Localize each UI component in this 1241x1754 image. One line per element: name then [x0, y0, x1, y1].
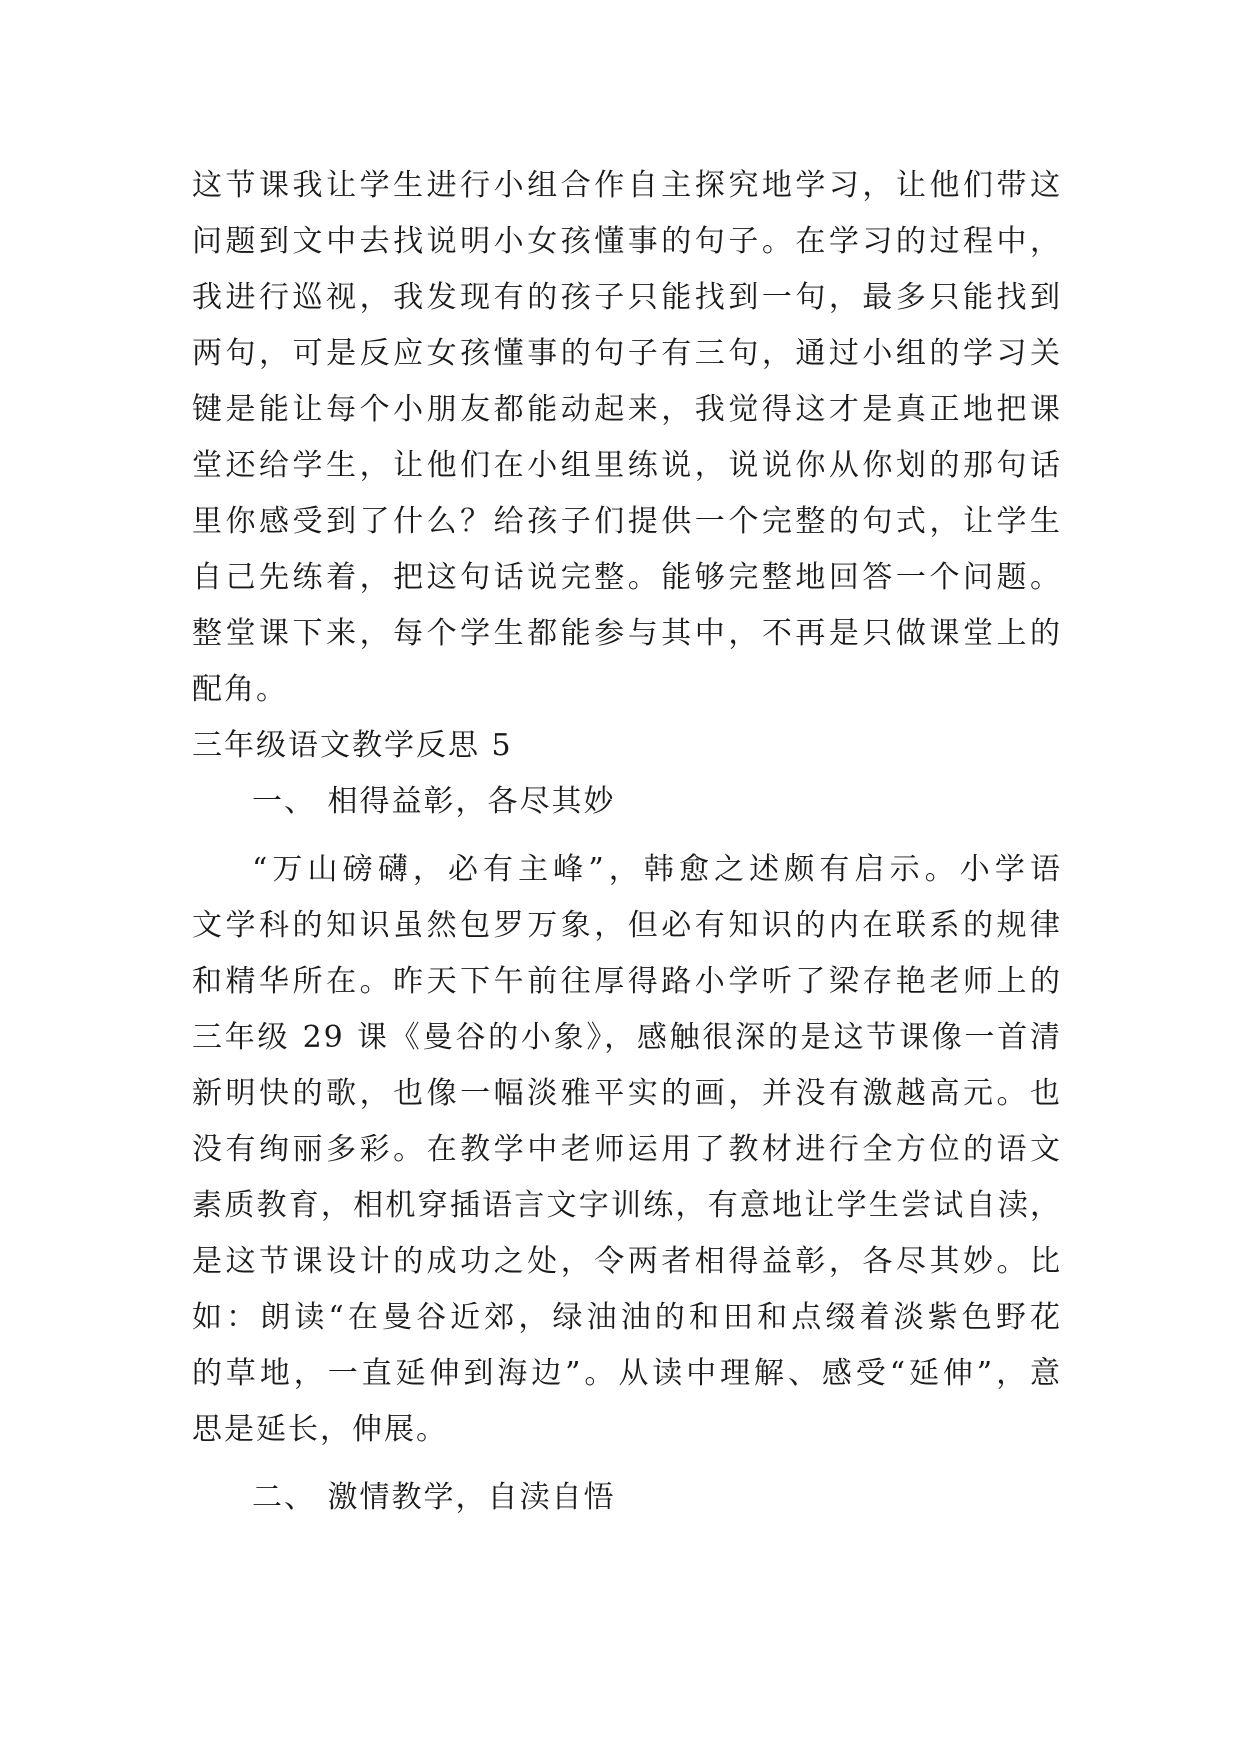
paragraph-line: 问题到文中去找说明小女孩懂事的句子。在学习的过程中，: [192, 224, 1062, 259]
heading-one: 一、 相得益彰，各尽其妙: [252, 784, 616, 819]
paragraph-line: 两句，可是反应女孩懂事的句子有三句，通过小组的学习关: [192, 336, 1062, 371]
paragraph-line: 没有绚丽多彩。在教学中老师运用了教材进行全方位的语文: [192, 1132, 1062, 1167]
heading-two: 二、 激情教学，自渎自悟: [252, 1480, 616, 1515]
paragraph-line: 三年级 29 课《曼谷的小象》，感触很深的是这节课像一首清: [192, 1020, 1062, 1055]
paragraph-line: 整堂课下来，每个学生都能参与其中，不再是只做课堂上的: [192, 616, 1062, 651]
paragraph-line: 新明快的歌，也像一幅淡雅平实的画，并没有激越高元。也: [192, 1076, 1062, 1111]
paragraph-line: 配角。: [192, 672, 288, 707]
paragraph-line: 素质教育，相机穿插语言文字训练，有意地让学生尝试自渎，: [192, 1188, 1062, 1223]
section-title: 三年级语文教学反思 5: [192, 728, 513, 763]
paragraph-line: 如：朗读“在曼谷近郊，绿油油的和田和点缀着淡紫色野花: [192, 1300, 1062, 1335]
paragraph-line: 思是延长，伸展。: [192, 1412, 448, 1447]
paragraph-line: 文学科的知识虽然包罗万象，但必有知识的内在联系的规律: [192, 908, 1062, 943]
paragraph-line: 自己先练着，把这句话说完整。能够完整地回答一个问题。: [192, 560, 1062, 595]
paragraph-line: 是这节课设计的成功之处，令两者相得益彰，各尽其妙。比: [192, 1244, 1062, 1279]
paragraph-line: 的草地，一直延伸到海边”。从读中理解、感受“延伸”，意: [192, 1356, 1062, 1391]
paragraph-line: 和精华所在。昨天下午前往厚得路小学听了梁存艳老师上的: [192, 964, 1062, 999]
paragraph-line: 我进行巡视，我发现有的孩子只能找到一句，最多只能找到: [192, 280, 1062, 315]
paragraph-line: 这节课我让学生进行小组合作自主探究地学习，让他们带这: [192, 168, 1062, 203]
paragraph-line: 键是能让每个小朋友都能动起来，我觉得这才是真正地把课: [192, 392, 1062, 427]
paragraph-line: 堂还给学生，让他们在小组里练说，说说你从你划的那句话: [192, 448, 1062, 483]
paragraph-line: 里你感受到了什么？给孩子们提供一个完整的句式，让学生: [192, 504, 1062, 539]
paragraph-line: “万山磅礴，必有主峰”，韩愈之述颇有启示。小学语: [252, 852, 1062, 887]
